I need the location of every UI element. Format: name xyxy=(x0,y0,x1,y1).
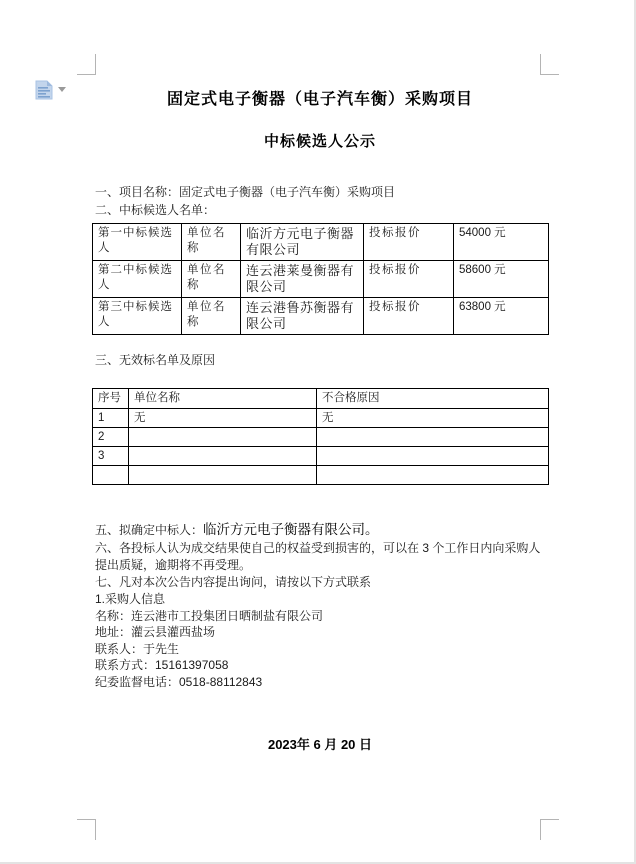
purchaser-info-block xyxy=(92,591,548,690)
candidate-rank: 第一中标候选人 xyxy=(93,224,182,261)
section-3-invalid-bids-heading: 三、无效标名单及原因 xyxy=(95,353,216,367)
table-row xyxy=(93,428,549,447)
seq-cell: 2 xyxy=(93,428,129,447)
col-header-seq: 序号 xyxy=(93,389,129,409)
text-boundary-mark-bottom-left xyxy=(77,819,96,840)
section-6-objection-notice: 六、各投标人认为成交结果使自己的权益受到损害的，可以在 3 个工作日内向采购人提出质疑，逾期将不再受理。 xyxy=(95,541,541,572)
unit-name-label: 单位名称 xyxy=(182,261,241,298)
reason-cell xyxy=(317,466,549,485)
table-header-row xyxy=(93,389,549,409)
purchaser-address: 地址：灌云县灌西盐场 xyxy=(95,625,216,639)
purchaser-phone: 联系方式：15161397058 xyxy=(95,658,229,672)
bid-price-label: 投标报价 xyxy=(364,298,454,335)
unit-name-value: 连云港鲁苏衡器有限公司 xyxy=(241,298,364,335)
candidates-table xyxy=(92,223,549,335)
seq-cell: 3 xyxy=(93,447,129,466)
col-header-reason: 不合格原因 xyxy=(317,389,549,409)
document-body xyxy=(92,74,548,753)
text-boundary-mark-bottom-right xyxy=(540,819,559,840)
document-title: 固定式电子衡器（电子汽车衡）采购项目 xyxy=(166,91,473,108)
unit-cell xyxy=(129,466,317,485)
chevron-down-icon[interactable] xyxy=(58,87,66,92)
text-boundary-mark-top-right xyxy=(540,54,559,75)
unit-cell xyxy=(129,428,317,447)
reason-cell xyxy=(317,428,549,447)
bid-price-value: 63800 元 xyxy=(454,298,549,335)
reason-cell: 无 xyxy=(317,409,549,428)
candidate-rank: 第三中标候选人 xyxy=(93,298,182,335)
unit-name-label: 单位名称 xyxy=(182,298,241,335)
table-row xyxy=(93,447,549,466)
reason-cell xyxy=(317,447,549,466)
section-2-candidate-list-heading: 二、中标候选人名单： xyxy=(95,203,216,217)
candidate-rank: 第二中标候选人 xyxy=(93,261,182,298)
seq-cell xyxy=(93,466,129,485)
purchaser-name: 名称：连云港市工投集团日晒制盐有限公司 xyxy=(95,608,324,623)
col-header-unit: 单位名称 xyxy=(129,389,317,409)
section-7-contact-notice: 七、凡对本次公告内容提出询问，请按以下方式联系 xyxy=(95,575,372,589)
invalid-bids-table xyxy=(92,388,549,485)
seq-cell: 1 xyxy=(93,409,129,428)
bid-price-value: 54000 元 xyxy=(454,224,549,261)
bid-price-label: 投标报价 xyxy=(364,224,454,261)
bid-price-label: 投标报价 xyxy=(364,261,454,298)
table-row xyxy=(93,224,549,261)
table-row xyxy=(93,466,549,485)
document-subtitle: 中标候选人公示 xyxy=(263,133,376,150)
table-row xyxy=(93,261,549,298)
paste-options-button[interactable] xyxy=(34,79,68,103)
text-boundary-mark-top-left xyxy=(77,54,96,75)
purchaser-supervision-phone: 纪委监督电话：0518-88112843 xyxy=(95,674,263,689)
unit-name-value: 临沂方元电子衡器有限公司 xyxy=(241,224,364,261)
bid-price-value: 58600 元 xyxy=(454,261,549,298)
announcement-date: 2023年 6 月 20 日 xyxy=(267,737,373,752)
unit-name-value: 连云港莱曼衡器有限公司 xyxy=(241,261,364,298)
section-1-project-name: 一、项目名称：固定式电子衡器（电子汽车衡）采购项目 xyxy=(95,185,396,199)
table-row xyxy=(93,409,549,428)
unit-cell: 无 xyxy=(129,409,317,428)
table-row xyxy=(93,298,549,335)
purchaser-heading: 1.采购人信息 xyxy=(95,592,166,606)
winner-company: 临沂方元电子衡器有限公司。 xyxy=(203,522,379,537)
purchaser-contact: 联系人：于先生 xyxy=(95,641,180,656)
section-5-winner xyxy=(92,521,548,539)
unit-cell xyxy=(129,447,317,466)
unit-name-label: 单位名称 xyxy=(182,224,241,261)
winner-prefix: 五、拟确定中标人： xyxy=(95,523,204,537)
